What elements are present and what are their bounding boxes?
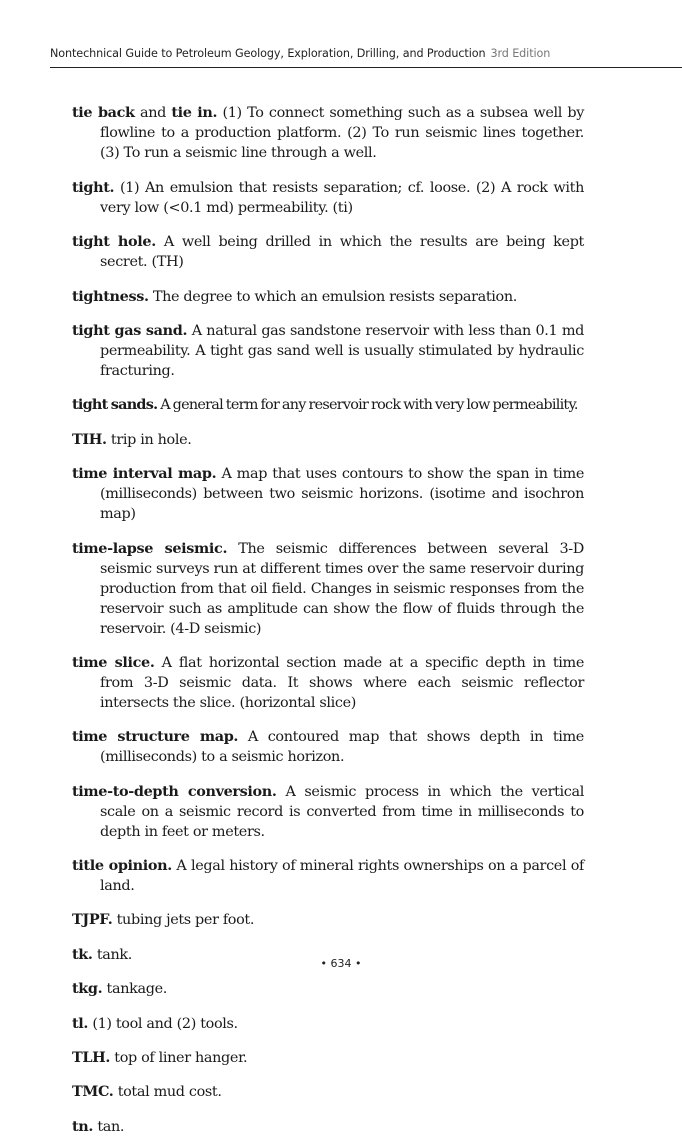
glossary-entry (72, 464, 584, 524)
entry-term: time-lapse seismic. (72, 539, 228, 557)
entry-definition: A natural gas sandstone reservoir with less than 0.1 md permeability. A tight gas sand well is usually stimulated by hydraulic fracturing. (100, 322, 584, 379)
entry-term: TMC. (72, 1083, 114, 1101)
glossary-entry (72, 727, 584, 767)
entry-term: tight gas sand. (72, 321, 188, 339)
entry-definition: A seismic process in which the vertical scale on a seismic record is converted from time in milliseconds to depth in feet or meters. (100, 783, 584, 840)
glossary-entry (72, 653, 584, 713)
entry-definition: trip in hole. (110, 431, 192, 448)
entry-term: TIH. (72, 430, 107, 448)
glossary-entry (72, 287, 584, 307)
entry-definition: top of liner hanger. (114, 1050, 248, 1067)
glossary-entry (72, 1048, 584, 1068)
glossary-entry (72, 1117, 584, 1137)
entry-term: time interval map. (72, 465, 217, 483)
glossary-entry (72, 103, 584, 163)
entry-definition: A well being drilled in which the results are being kept secret. (TH) (100, 234, 584, 271)
entry-term: time-to-depth conversion. (72, 782, 277, 800)
entry-term: tie back (72, 104, 135, 122)
entry-definition: tan. (97, 1118, 125, 1135)
book-title: Nontechnical Guide to Petroleum Geology, Exploration, Drilling, and Production (50, 47, 486, 60)
entry-term: time structure map. (72, 728, 239, 746)
entry-definition: A flat horizontal section made at a specific depth in time from 3-D seismic data. It shows where each seismic reflector intersects the slice. (horizontal slice) (100, 654, 584, 711)
entry-definition: The seismic differences between several 3-D seismic surveys run at different times over the same reservoir during production from that oil field. Changes in seismic responses from the reservoir such as amplitude can show the flow of fluids through the reservoir. (4-D seismic) (100, 540, 584, 637)
glossary-entry (72, 979, 584, 999)
entry-definition: (1) An emulsion that resists separation; cf. loose. (2) A rock with very low (<0.1 md) permeability. (ti) (100, 179, 584, 216)
entry-definition: A map that uses contours to show the span in time (milliseconds) between two seismic horizons. (isotime and isochron map) (100, 466, 584, 523)
entry-term: TJPF. (72, 911, 113, 929)
entry-definition: tankage. (106, 981, 167, 998)
entry-term: title opinion. (72, 857, 172, 875)
entry-term: tl. (72, 1014, 89, 1032)
entry-definition: A legal history of mineral rights ownerships on a parcel of land. (100, 858, 584, 895)
glossary-entry (72, 539, 584, 639)
entry-term: tk. (72, 945, 93, 963)
entry-term: tight. (72, 178, 115, 196)
entry-term: tn. (72, 1117, 94, 1135)
entry-joiner: and (134, 105, 172, 122)
entry-definition: (1) tool and (2) tools. (92, 1015, 238, 1032)
glossary-entry (72, 430, 584, 450)
entry-definition: total mud cost. (117, 1084, 222, 1101)
glossary-entry (72, 910, 584, 930)
glossary-entry (72, 395, 584, 415)
glossary-entry (72, 1082, 584, 1102)
entry-definition: tubing jets per foot. (116, 912, 255, 929)
glossary-entry (72, 232, 584, 272)
entry-term: time slice. (72, 653, 155, 671)
entry-term: tightness. (72, 287, 149, 305)
glossary-entries (72, 89, 584, 1142)
running-header (50, 47, 682, 68)
entry-definition: A general term for any reservoir rock with very low permeability. (160, 397, 578, 414)
entry-definition: tank. (96, 946, 133, 963)
glossary-entry (72, 321, 584, 381)
entry-term: tight sands. (72, 396, 158, 414)
entry-definition: The degree to which an emulsion resists separation. (152, 288, 518, 305)
glossary-entry (72, 178, 584, 218)
entry-definition: A contoured map that shows depth in time (milliseconds) to a seismic horizon. (100, 729, 584, 766)
entry-term: tkg. (72, 980, 103, 998)
entry-definition: (1) To connect something such as a subsea well by flowline to a production platform. (2) To run seismic lines together. (3) To run a seismic line through a well. (100, 105, 584, 162)
page-number: • 634 • (320, 957, 362, 970)
glossary-entry (72, 782, 584, 842)
edition-label: 3rd Edition (490, 47, 551, 60)
entry-term: tie in. (171, 104, 218, 122)
glossary-entry (72, 856, 584, 896)
entry-term: TLH. (72, 1049, 111, 1067)
entry-term: tight hole. (72, 233, 156, 251)
